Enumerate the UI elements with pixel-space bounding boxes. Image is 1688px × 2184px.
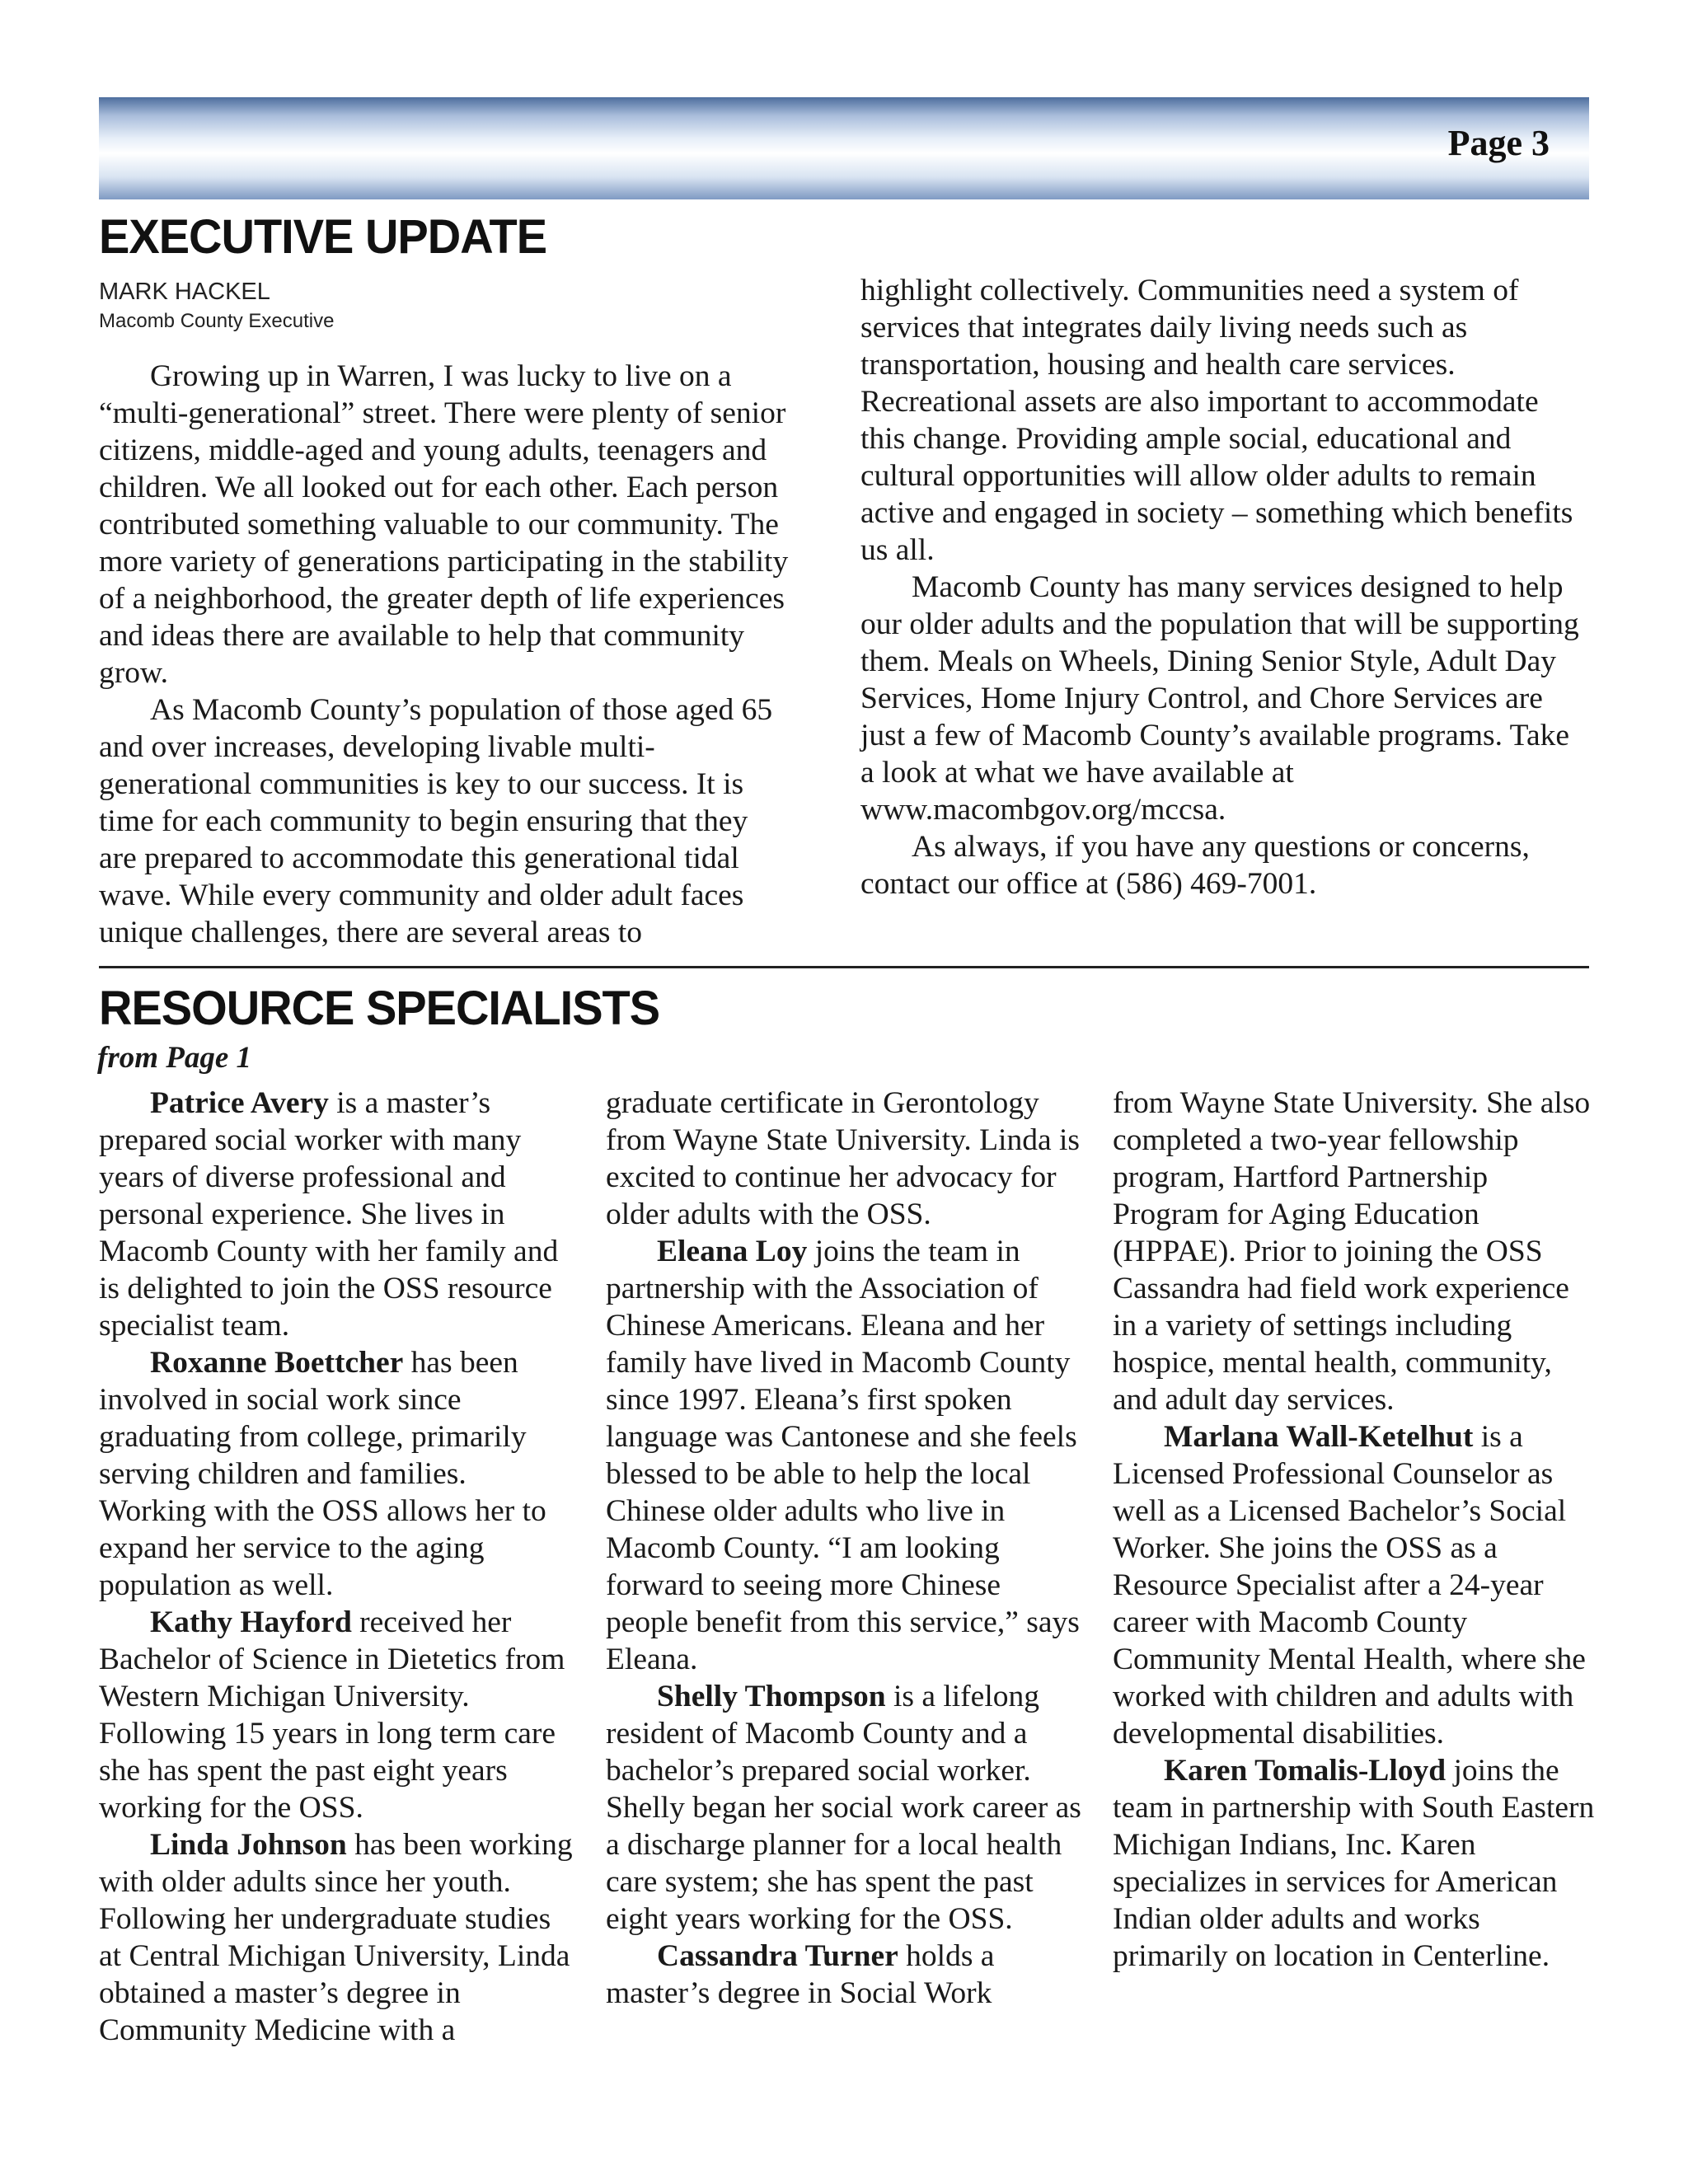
specialist-name: Cassandra Turner [657, 1939, 898, 1973]
resource-specialists-column-3 [1113, 1085, 1599, 1975]
executive-update-column-1 [99, 358, 791, 951]
continued-from-label: from Page 1 [97, 1041, 252, 1075]
specialist-name: Eleana Loy [657, 1235, 808, 1268]
bio-paragraph: Karen Tomalis-Lloyd joins the team in partnership with South Eastern Michigan Indians, Inc. Karen specializes in services for American Indian older adults and works primarily on location in Centerline. [1113, 1754, 1595, 1973]
specialist-name: Linda Johnson [150, 1828, 347, 1862]
specialist-name: Roxanne Boettcher [150, 1346, 404, 1380]
specialist-name: Shelly Thompson [657, 1680, 886, 1713]
resource-specialists-column-1 [99, 1085, 577, 2049]
bio-paragraph: from Wayne State University. She also completed a two-year fellowship program, Hartford Partnership Program for Aging Education (HPPAE). Prior to joining the OSS Cassandra had field work experience in a variety of settings including hospice, mental health, community, and adult day services. [1113, 1086, 1591, 1417]
bio-paragraph: Linda Johnson has been working with older adults since her youth. Following her undergraduate studies at Central Michigan University, Linda obtained a master’s degree in Community Medicine with a [99, 1828, 573, 2047]
specialist-name: Marlana Wall-Ketelhut [1164, 1420, 1474, 1454]
bio-paragraph: Shelly Thompson is a lifelong resident of Macomb County and a bachelor’s prepared social worker. Shelly began her social work career as a discharge planner for a local health care system; she has spent the past eight years working for the OSS. [606, 1680, 1081, 1936]
bio-paragraph: Marlana Wall-Ketelhut is a Licensed Professional Counselor as well as a Licensed Bachelor’s Social Worker. She joins the OSS as a Resource Specialist after a 24-year career with Macomb County Community Mental Health, where she worked with children and adults with developmental disabilities. [1113, 1420, 1586, 1750]
bio-paragraph: Roxanne Boettcher has been involved in social work since graduating from college, primarily serving children and families. Working with the OSS allows her to expand her service to the aging population as well. [99, 1346, 546, 1602]
paragraph: Macomb County has many services designed to help our older adults and the population that will be supporting them. Meals on Wheels, Dining Senior Style, Adult Day Services, Home Injury Control, and Chore Services are just a few of Macomb County’s available programs. Take a look at what we have available at www.macombgov.org/mccsa. [860, 570, 1579, 827]
bio-paragraph: Eleana Loy joins the team in partnership with the Association of Chinese Americans. Eleana and her family have lived in Macomb County since 1997. Eleana’s first spoken language was Cantonese and she feels blessed to be able to help the local Chinese older adults who live in Macomb County. “I am looking forward to seeing more Chinese people benefit from this service,” says Eleana. [606, 1235, 1080, 1676]
author-name: MARK HACKEL [99, 279, 270, 305]
resource-specialists-title: RESOURCE SPECIALISTS [99, 980, 660, 1035]
section-divider [99, 966, 1589, 968]
paragraph: Growing up in Warren, I was lucky to live on a “multi-generational” street. There were plenty of senior citizens, middle-aged and young adults, teenagers and children. We all looked out for each other. Each person contributed something valuable to our community. The more variety of generations participating in the stability of a neighborhood, the greater depth of life experiences and ideas there are available to help that community grow. [99, 359, 789, 690]
specialist-name: Kathy Hayford [150, 1605, 352, 1639]
bio-paragraph: Cassandra Turner holds a master’s degree in Social Work [606, 1939, 995, 2010]
executive-update-column-2 [860, 272, 1591, 902]
bio-paragraph: Kathy Hayford received her Bachelor of Science in Dietetics from Western Michigan University. Following 15 years in long term care she has spent the past eight years working for the OSS. [99, 1605, 565, 1825]
specialist-name: Karen Tomalis-Lloyd [1164, 1754, 1447, 1788]
bio-paragraph: Patrice Avery is a master’s prepared social worker with many years of diverse professional and personal experience. She lives in Macomb County with her family and is delighted to join the OSS resource specialist team. [99, 1086, 559, 1343]
page-header-banner [99, 97, 1589, 199]
resource-specialists-column-2 [606, 1085, 1084, 2012]
specialist-name: Patrice Avery [150, 1086, 329, 1120]
paragraph: highlight collectively. Communities need a system of services that integrates daily living needs such as transportation, housing and health care services. Recreational assets are also important to accommodate this change. Providing ample social, educational and cultural opportunities will allow older adults to remain active and engaged in society – something which benefits us all. [860, 274, 1573, 567]
executive-update-title: EXECUTIVE UPDATE [99, 209, 547, 264]
page-number: Page 3 [1447, 123, 1550, 163]
paragraph: As always, if you have any questions or concerns, contact our office at (586) 469-7001. [860, 830, 1530, 901]
author-title: Macomb County Executive [99, 310, 335, 332]
bio-paragraph: graduate certificate in Gerontology from Wayne State University. Linda is excited to continue her advocacy for older adults with the OSS. [606, 1086, 1080, 1231]
paragraph: As Macomb County’s population of those aged 65 and over increases, developing livable multi-generational communities is key to our success. It is time for each community to begin ensuring that they are prepared to accommodate this generational tidal wave. While every community and older adult faces unique challenges, there are several areas to [99, 693, 773, 949]
